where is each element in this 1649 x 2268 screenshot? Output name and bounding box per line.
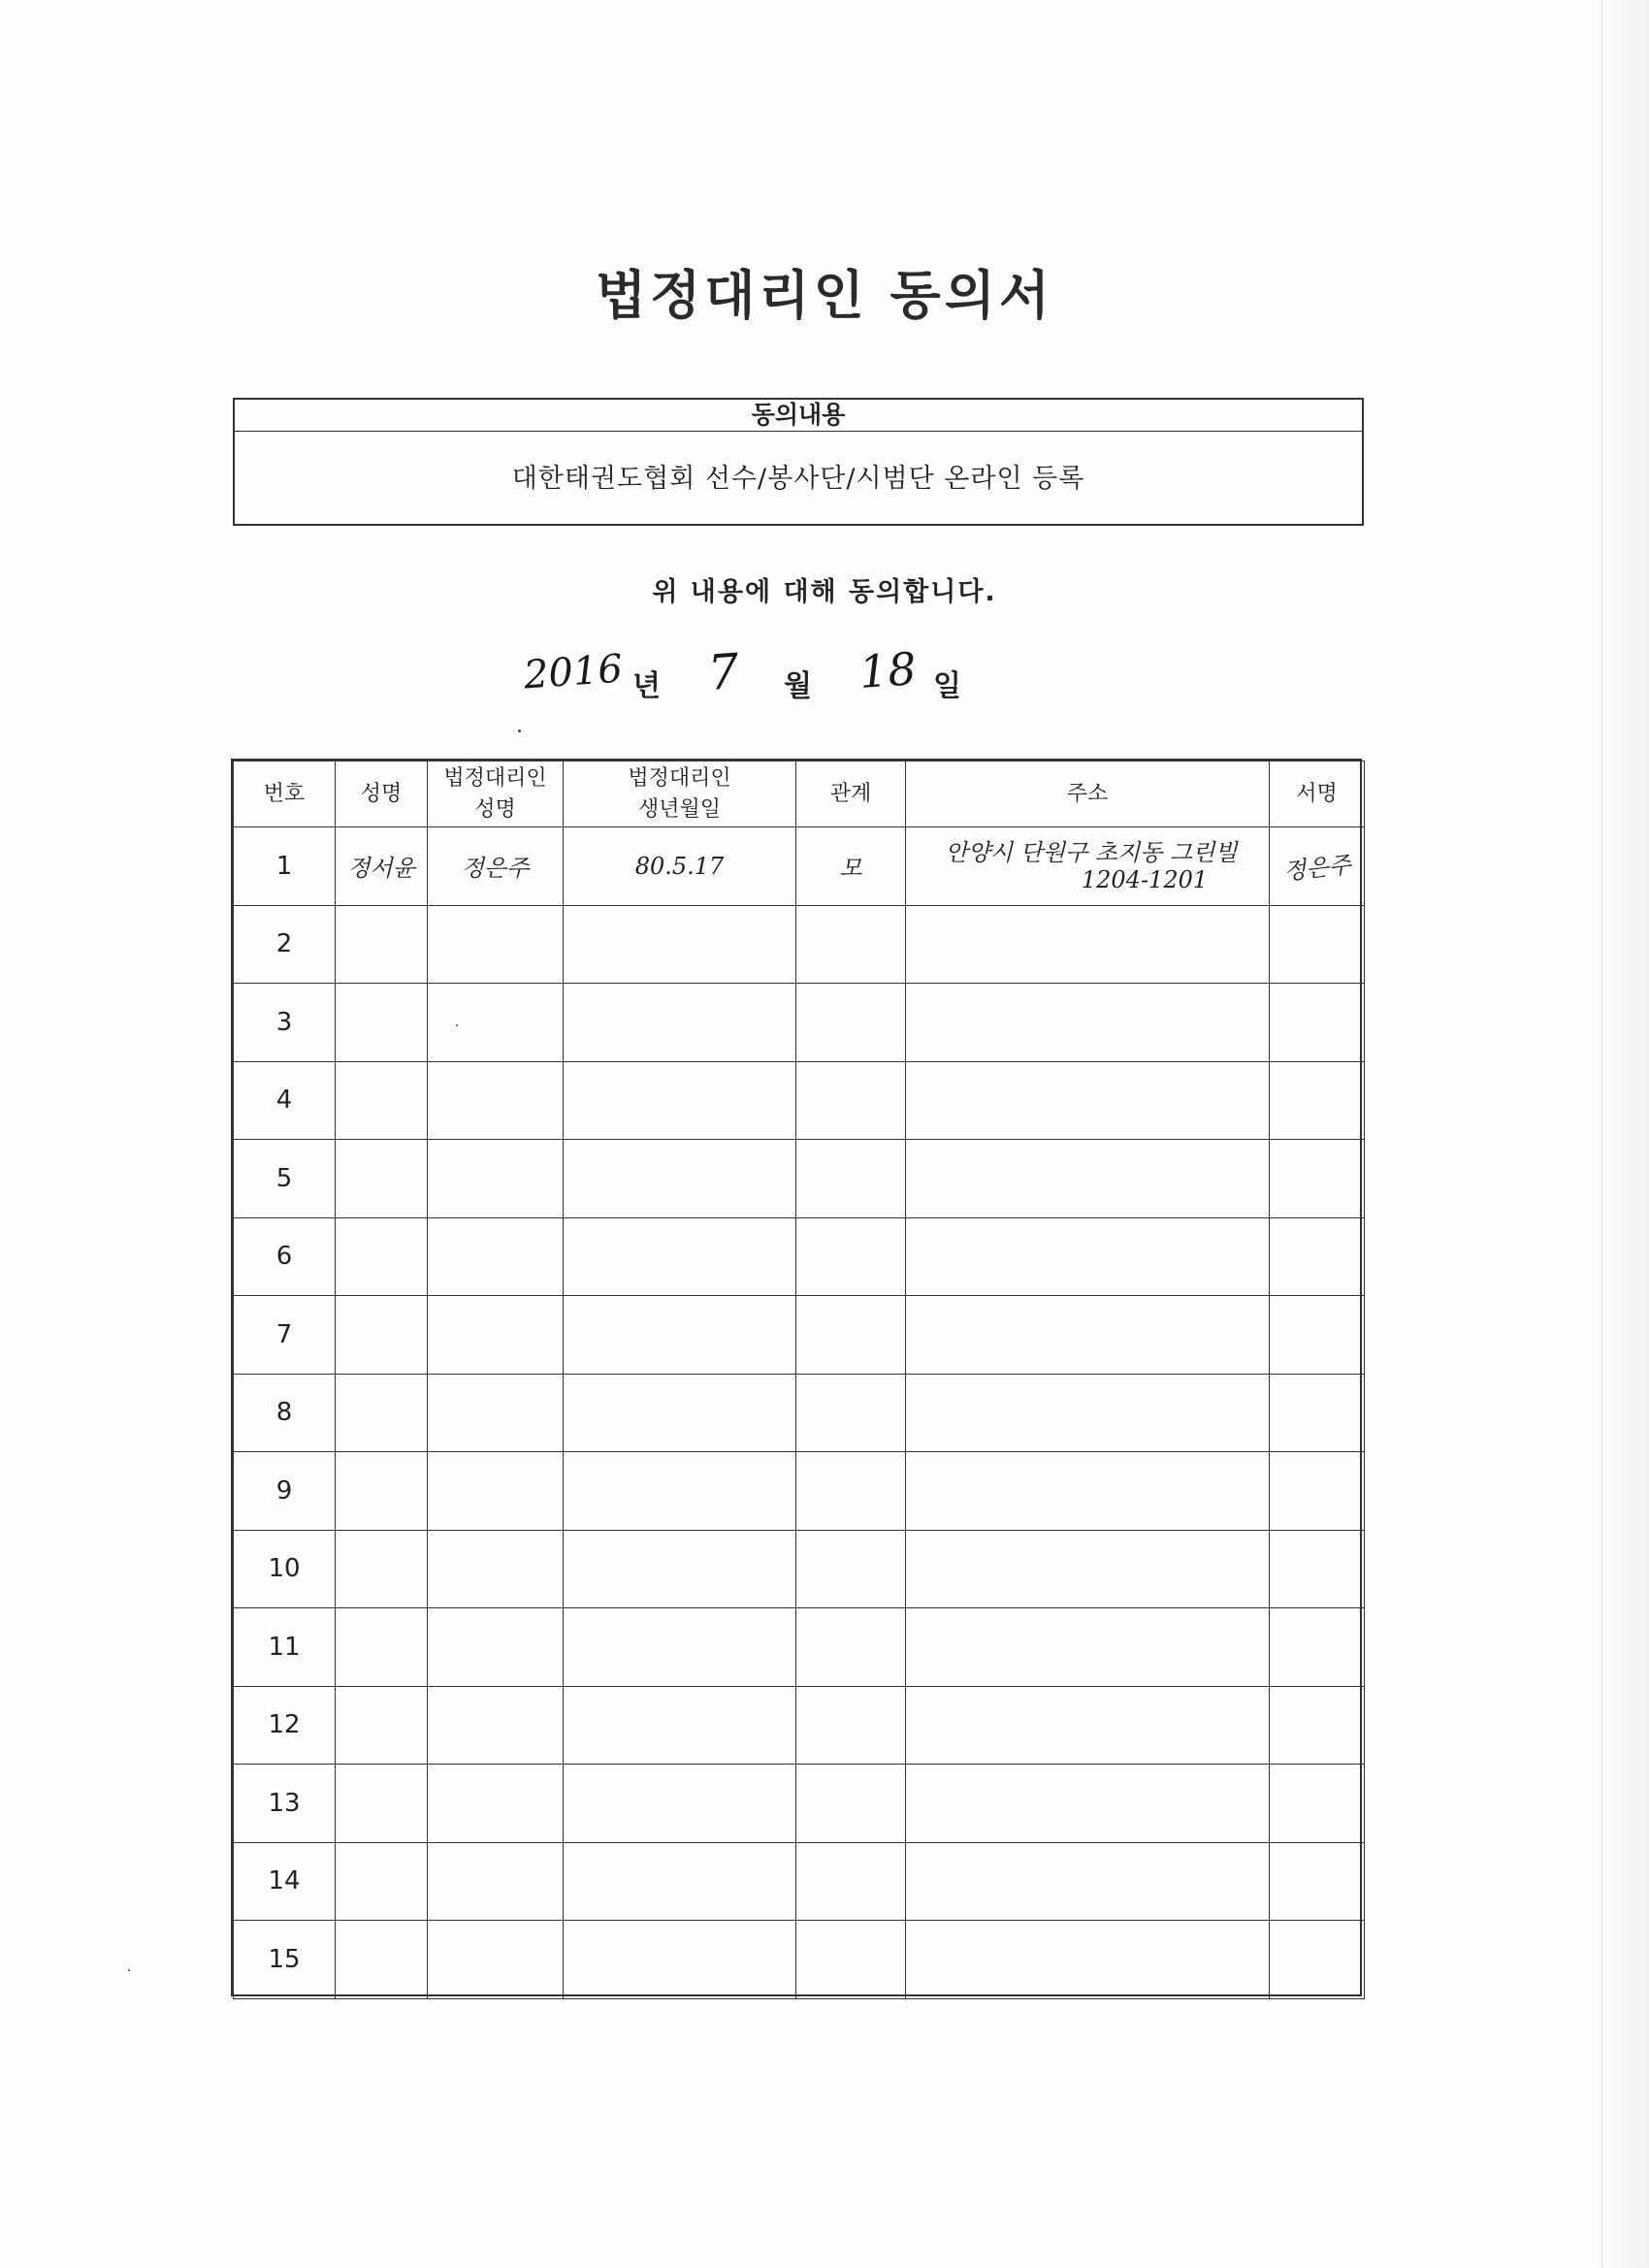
header-name: 성명 [336,761,428,827]
row-rep-birth [564,1608,796,1687]
row-relation-value: 모 [839,855,862,883]
table-row [234,1842,1365,1921]
row-rep-name [428,984,564,1062]
table-row [234,1296,1365,1375]
row-signature [1270,984,1365,1062]
row-no-value: 7 [275,1319,293,1349]
table-row [234,1061,1365,1140]
row-rep-name [428,1296,564,1375]
row-relation [796,1842,906,1921]
row-no-value: 14 [268,1866,301,1896]
row-rep-name [428,1217,564,1296]
row-no [234,1608,336,1687]
row-signature [1270,1530,1365,1608]
row-name [336,1140,428,1218]
row-address [906,984,1270,1062]
row-name [336,1296,428,1375]
table-row [234,1686,1365,1765]
table-row [234,827,1365,906]
row-rep-name [428,1842,564,1921]
header-rep-birth-line1: 법정대리인 [628,765,731,791]
row-signature [1270,1765,1365,1843]
date-year-handwritten: 2016 [522,646,625,698]
row-address [906,827,1270,906]
row-no [234,1686,336,1765]
row-address [906,1296,1270,1375]
header-rep-birth-line2: 생년월일 [637,796,721,822]
row-address [906,1452,1270,1531]
row-no [234,1374,336,1452]
row-signature [1270,1921,1365,1999]
row-rep-name [428,1140,564,1218]
row-no [234,905,336,984]
row-rep-name [428,827,564,906]
row-rep-birth [564,1140,796,1218]
row-no [234,1217,336,1296]
row-name [336,1061,428,1140]
row-name [336,1530,428,1608]
row-signature [1270,1686,1365,1765]
row-relation [796,1140,906,1218]
row-relation [796,984,906,1062]
header-address: 주소 [906,761,1270,827]
row-name [336,1921,428,1999]
row-relation [796,1530,906,1608]
table-row [234,1452,1365,1531]
header-rep-name-line2: 성명 [474,796,516,822]
date-day-label: 일 [933,669,961,703]
scan-speck [456,1024,458,1026]
row-relation [796,1686,906,1765]
consent-header: 동의내용 [235,400,1362,432]
row-address [906,1765,1270,1843]
row-rep-name [428,1530,564,1608]
row-relation [796,1765,906,1843]
scan-speck [518,729,521,732]
row-no [234,1061,336,1140]
row-no-value: 13 [268,1788,301,1818]
header-rep-name-line1: 법정대리인 [443,765,547,791]
row-rep-birth [564,905,796,984]
row-address [906,1061,1270,1140]
row-address [906,905,1270,984]
row-address [906,1140,1270,1218]
row-rep-birth [564,1061,796,1140]
row-relation [796,905,906,984]
row-no-value: 6 [275,1242,293,1272]
row-signature [1270,1296,1365,1375]
row-rep-name [428,1061,564,1140]
row-signature [1270,1217,1365,1296]
row-no [234,984,336,1062]
row-address [906,1608,1270,1687]
row-rep-birth [564,1296,796,1375]
row-address [906,1530,1270,1608]
row-address-line1: 안양시 단원구 초지동 그린빌 [945,838,1238,866]
row-rep-birth [564,1530,796,1608]
table-row [234,905,1365,984]
row-name [336,827,428,906]
row-relation [796,1061,906,1140]
row-no-value: 5 [275,1163,293,1193]
row-relation [796,1296,906,1375]
header-rep-name [428,761,564,827]
row-signature [1270,905,1365,984]
row-name [336,1217,428,1296]
row-address [906,1921,1270,1999]
date-year-label: 년 [632,669,661,703]
row-name-value: 정서윤 [347,855,415,883]
row-no [234,1765,336,1843]
row-rep-birth [564,1217,796,1296]
table-row [234,1140,1365,1218]
table-row [234,1530,1365,1608]
row-name [336,1765,428,1843]
row-rep-birth-value: 80.5.17 [634,852,725,880]
row-rep-birth [564,1374,796,1452]
date-month-label: 월 [784,669,812,703]
row-relation [796,1452,906,1531]
row-rep-name-value: 정은주 [461,855,530,883]
row-rep-name [428,1921,564,1999]
row-rep-name [428,1686,564,1765]
row-relation [796,1608,906,1687]
row-address [906,1842,1270,1921]
table-row [234,1921,1365,1999]
row-signature [1270,1452,1365,1531]
row-rep-name [428,905,564,984]
row-name [336,1608,428,1687]
date-month-handwritten: 7 [706,642,741,702]
date-row [0,644,1649,712]
row-no [234,1452,336,1531]
row-rep-birth [564,1452,796,1531]
row-no-value: 1 [275,851,293,881]
table-row [234,1217,1365,1296]
row-no [234,1530,336,1608]
row-no-value: 9 [275,1475,293,1506]
date-day-handwritten: 18 [857,642,919,698]
table-row [234,1765,1365,1843]
scan-speck [128,1969,130,1971]
row-signature [1270,827,1365,906]
row-no-value: 4 [275,1085,293,1116]
row-name [336,984,428,1062]
consent-text: 대한태권도협회 선수/봉사단/시범단 온라인 등록 [511,464,1085,494]
row-no [234,1921,336,1999]
row-rep-birth [564,1686,796,1765]
row-rep-birth [564,827,796,906]
row-name [336,1452,428,1531]
row-relation [796,1374,906,1452]
row-signature [1270,1140,1365,1218]
agreement-statement: 위 내용에 대해 동의합니다. [652,577,997,607]
registration-table [231,759,1362,1996]
table-row [234,1608,1365,1687]
row-address [906,1686,1270,1765]
row-no [234,827,336,906]
table-header-row [234,761,1365,827]
table-row [234,984,1365,1062]
row-name [336,905,428,984]
row-relation [796,1217,906,1296]
row-no [234,1140,336,1218]
row-no [234,1296,336,1375]
row-rep-birth [564,1842,796,1921]
row-name [336,1374,428,1452]
header-no: 번호 [234,761,336,827]
row-rep-name [428,1374,564,1452]
row-rep-name [428,1608,564,1687]
row-rep-birth [564,1921,796,1999]
row-no [234,1842,336,1921]
row-rep-birth [564,984,796,1062]
row-signature [1270,1842,1365,1921]
header-signature: 서명 [1270,761,1365,827]
document-title: 법정대리인 동의서 [595,265,1054,326]
row-no-value: 12 [268,1710,301,1740]
page-edge [1601,0,1649,2268]
table-row [234,1374,1365,1452]
header-rep-birth [564,761,796,827]
row-rep-name [428,1765,564,1843]
consent-box [233,398,1364,526]
row-signature [1270,1608,1365,1687]
row-rep-name [428,1452,564,1531]
row-no-value: 15 [268,1944,301,1974]
row-address-line2: 1204-1201 [1081,865,1209,893]
row-relation [796,827,906,906]
header-relation: 관계 [796,761,906,827]
row-address [906,1374,1270,1452]
row-no-value: 10 [268,1554,301,1584]
row-name [336,1842,428,1921]
row-no-value: 2 [275,929,293,959]
row-signature [1270,1061,1365,1140]
row-no-value: 3 [275,1007,293,1037]
row-rep-birth [564,1765,796,1843]
row-signature-value: 정은주 [1281,851,1352,886]
row-name [336,1686,428,1765]
row-relation [796,1921,906,1999]
row-signature [1270,1374,1365,1452]
row-no-value: 11 [268,1632,301,1662]
row-no-value: 8 [275,1398,293,1428]
row-address [906,1217,1270,1296]
